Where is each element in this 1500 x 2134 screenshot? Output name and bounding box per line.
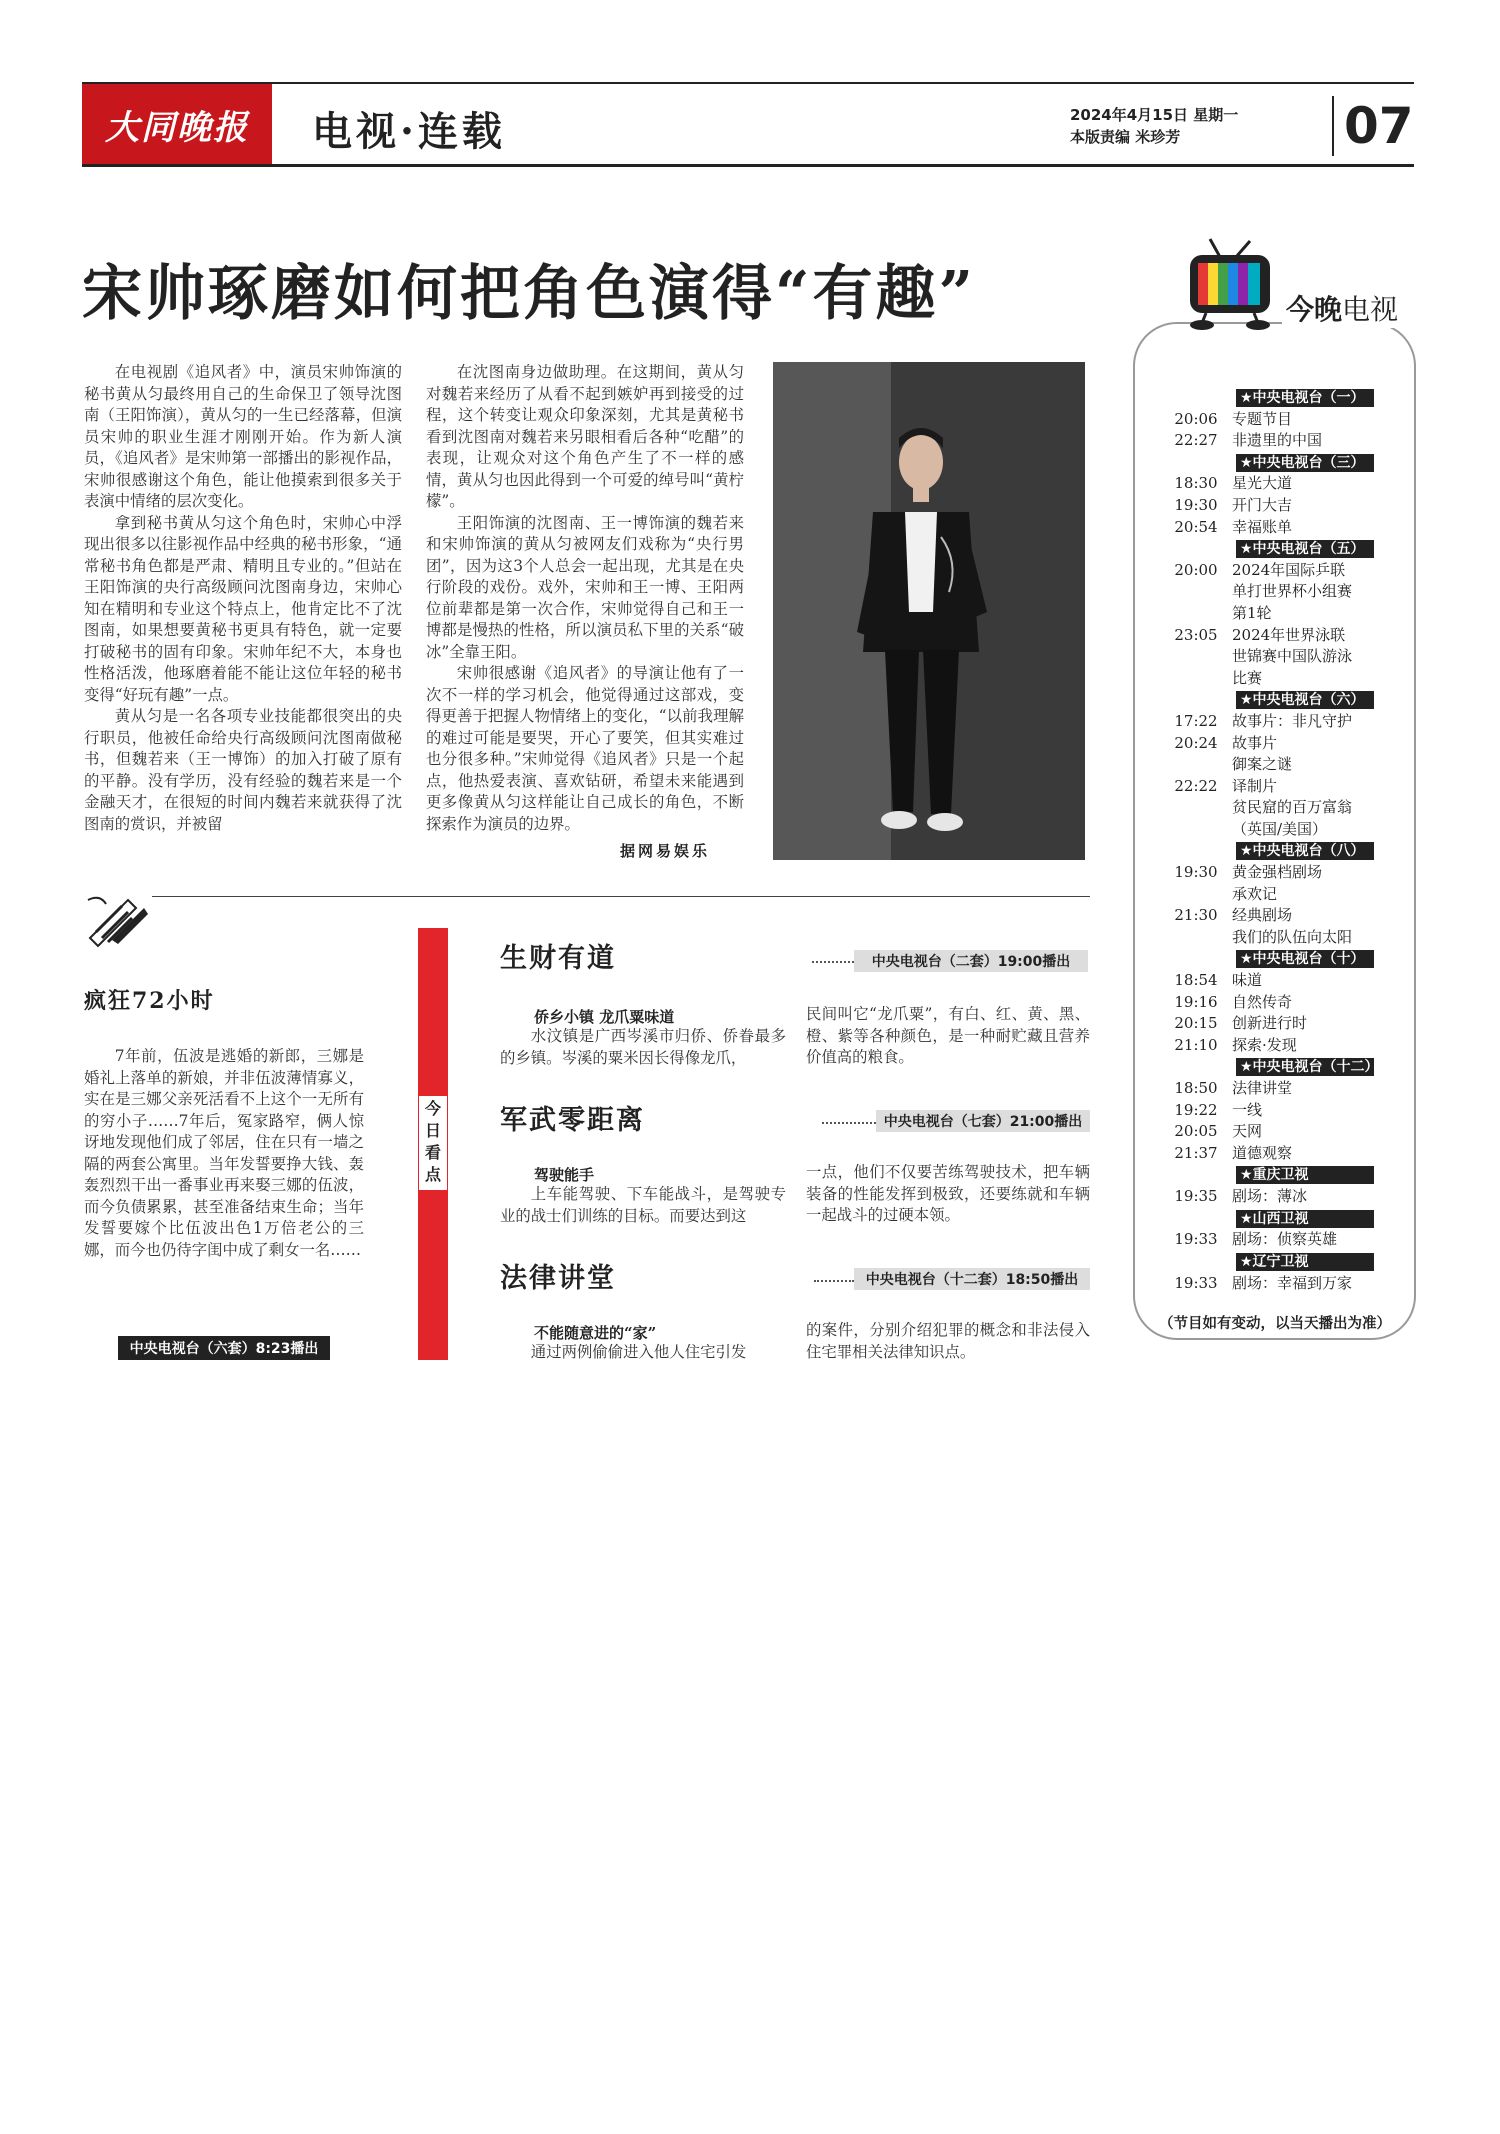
schedule-time: 18:30 — [1174, 474, 1218, 493]
schedule-row — [1160, 1273, 1400, 1295]
schedule-time: 20:00 — [1174, 560, 1218, 579]
schedule-time: 19:33 — [1174, 1273, 1218, 1292]
schedule-program-line: 探索·发现 — [1232, 1036, 1297, 1054]
schedule-row — [1160, 711, 1400, 733]
tonight-tv-title — [1282, 288, 1402, 328]
channel-header: ★中央电视台（五） — [1236, 540, 1374, 558]
schedule-row — [1160, 1078, 1400, 1100]
tonight-tv-title-bold: 今晚 — [1286, 293, 1343, 326]
schedule-program — [1232, 1229, 1337, 1251]
article-column-2 — [426, 362, 744, 835]
actor-figure-icon — [773, 362, 1085, 860]
schedule-time: 20:15 — [1174, 1014, 1218, 1033]
today-highlights-text: 今日看点 — [424, 1099, 441, 1184]
schedule-program — [1232, 1035, 1297, 1057]
schedule-row — [1160, 625, 1400, 690]
channel-header: ★中央电视台（六） — [1236, 691, 1374, 709]
channel-header: ★辽宁卫视 — [1236, 1253, 1374, 1271]
schedule-program-line: 译制片 — [1232, 776, 1278, 795]
schedule-program-line: 第1轮 — [1232, 603, 1272, 622]
schedule-time: 19:30 — [1174, 496, 1218, 514]
schedule-program — [1232, 495, 1292, 517]
schedule-program — [1232, 905, 1352, 948]
schedule-time: 20:24 — [1174, 733, 1218, 752]
schedule-row — [1160, 409, 1400, 431]
page-number: 07 — [1344, 97, 1414, 155]
schedule-program — [1232, 970, 1262, 992]
channel-header: ★重庆卫视 — [1236, 1166, 1374, 1184]
schedule-program-line: 剧场：侦察英雄 — [1232, 1230, 1338, 1249]
schedule-time: 19:33 — [1174, 1230, 1218, 1249]
schedule-row — [1160, 862, 1400, 905]
schedule-time: 17:22 — [1174, 712, 1218, 730]
schedule-program-line: 比赛 — [1232, 668, 1263, 687]
program-channel-badge: 中央电视台（十二套）18:50播出 — [854, 1268, 1090, 1290]
article-paragraph: 在电视剧《追风者》中，演员宋帅饰演的秘书黄从匀最终用自己的生命保卫了领导沈图南（王阳饰演），黄从匀的一生已经落幕，但演员宋帅的职业生涯才刚刚开始。作为新人演员，《追风者》是宋帅第一部播出的影视作品，宋帅很感谢这个角色，能让他摸索到很多关于表演中情绪的层次变化。 — [84, 363, 402, 510]
schedule-program-line: 道德观察 — [1232, 1144, 1293, 1162]
schedule-time: 20:54 — [1174, 517, 1218, 536]
channel-header: ★中央电视台（十） — [1236, 950, 1374, 968]
story-body — [84, 1046, 364, 1261]
program-leader-dots — [812, 961, 854, 963]
schedule-program-line: 天网 — [1232, 1122, 1263, 1141]
channel-header: ★中央电视台（一） — [1236, 389, 1374, 407]
article-byline: 据网易娱乐 — [620, 842, 711, 860]
page-editor: 本版责编 米珍芳 — [1070, 128, 1181, 146]
section-title: 电视·连载 — [312, 108, 506, 155]
program-leader-dots — [822, 1122, 876, 1124]
schedule-time: 19:35 — [1174, 1187, 1218, 1206]
schedule-program-line: 创新进行时 — [1232, 1014, 1308, 1033]
schedule-program — [1232, 1121, 1262, 1143]
program-leader-dots — [814, 1280, 854, 1282]
schedule-program — [1232, 430, 1322, 452]
masthead-top-rule — [82, 82, 1414, 84]
story-channel-badge: 中央电视台（六套）8:23播出 — [118, 1336, 330, 1360]
section-divider — [82, 896, 1090, 897]
schedule-row — [1160, 992, 1400, 1014]
schedule-program — [1232, 517, 1292, 539]
schedule-program — [1232, 409, 1292, 431]
schedule-time: 21:10 — [1174, 1036, 1218, 1054]
schedule-program — [1232, 711, 1352, 733]
channel-header: ★中央电视台（三） — [1236, 454, 1374, 472]
channel-header: ★中央电视台（八） — [1236, 842, 1374, 860]
film-clapper-icon — [82, 888, 152, 948]
article-paragraph: 拿到秘书黄从匀这个角色时，宋帅心中浮现出很多以往影视作品中经典的秘书形象，“通常秘书角色都是严肃、精明且专业的。”但站在王阳饰演的央行高级顾问沈图南身边，宋帅心知在精明和专业这个特点上，他肯定比不了沈图南，如果想要黄秘书更具有特色，就一定要打破秘书的固有印象。宋帅年纪不大，本身也性格活泼，他琢磨着能不能让这位年轻的秘书变得“好玩有趣”一点。 — [84, 513, 402, 704]
schedule-program — [1232, 862, 1322, 905]
page-number-divider — [1332, 96, 1334, 156]
schedule-program-line: 单打世界杯小组赛 — [1232, 582, 1353, 601]
program-subtitle: 不能随意进的“家” — [534, 1324, 657, 1342]
program-text: 民间叫它“龙爪粟”，有白、红、黄、黑、橙、紫等各种颜色，是一种耐贮藏且营养价值高的粮食。 — [806, 1005, 1090, 1066]
article-paragraph: 黄从匀是一名各项专业技能都很突出的央行职员，他被任命给央行高级顾问沈图南做秘书，但魏若来（王一博饰）的加入打破了原有的平静。没有学历，没有经验的魏若来是一个金融天才，在很短的时间内魏若来就获得了沈图南的赏识，并被留 — [84, 707, 402, 833]
schedule-time: 20:06 — [1174, 409, 1218, 428]
schedule-row — [1160, 430, 1400, 452]
program-text: 一点，他们不仅要苦练驾驶技术，把车辆装备的性能发挥到极致，还要练就和车辆一起战斗的过硬本领。 — [806, 1163, 1090, 1224]
schedule-program-line: 故事片：非凡守护 — [1232, 712, 1353, 730]
article-paragraph: 王阳饰演的沈图南、王一博饰演的魏若来和宋帅饰演的黄从匀被网友们戏称为“央行男团”，因为这3个人总会一起出现，尤其是在央行阶段的戏份。戏外，宋帅和王一博、王阳两位前辈都是第一次合作，宋帅觉得自己和王一博都是慢热的性格，所以演员私下里的关系“破冰”全靠王阳。 — [426, 513, 744, 661]
schedule-row — [1160, 560, 1400, 625]
schedule-row — [1160, 1013, 1400, 1035]
schedule-program — [1232, 473, 1292, 495]
schedule-program-line: 黄金强档剧场 — [1232, 863, 1323, 882]
schedule-program-line: 贫民窟的百万富翁 — [1232, 798, 1353, 817]
today-highlights-label — [419, 1096, 447, 1190]
schedule-program-line: 味道 — [1232, 971, 1263, 990]
schedule-program — [1232, 1078, 1292, 1100]
program-text: 上车能驾驶、下车能战斗，是驾驶专业的战士们训练的目标。而要达到这 — [500, 1185, 786, 1225]
newspaper-logo: 大同晚报 — [82, 84, 272, 164]
schedule-time: 19:16 — [1174, 992, 1218, 1011]
schedule-program — [1232, 776, 1352, 841]
schedule-program-line: 一线 — [1232, 1100, 1263, 1119]
schedule-row — [1160, 1035, 1400, 1057]
schedule-program-line: 2024年国际乒联 — [1232, 560, 1346, 579]
schedule-time: 18:50 — [1174, 1079, 1218, 1098]
schedule-program — [1232, 1273, 1352, 1295]
schedule-program-line: 剧场：幸福到万家 — [1232, 1273, 1353, 1292]
schedule-program — [1232, 560, 1352, 625]
schedule-row — [1160, 905, 1400, 948]
schedule-program-line: 承欢记 — [1232, 884, 1278, 903]
schedule-program-line: 世锦赛中国队游泳 — [1232, 647, 1353, 666]
program-text: 的案件，分别介绍犯罪的概念和非法侵入住宅罪相关法律知识点。 — [806, 1321, 1090, 1361]
schedule-program-line: 开门大吉 — [1232, 496, 1293, 514]
schedule-time: 22:22 — [1174, 776, 1218, 795]
schedule-program-line: 我们的队伍向太阳 — [1232, 927, 1353, 946]
schedule-program-line: 星光大道 — [1232, 474, 1293, 493]
article-headline: 宋帅琢磨如何把角色演得“有趣” — [82, 259, 977, 329]
schedule-row — [1160, 733, 1400, 776]
channel-header: ★中央电视台（十二） — [1236, 1058, 1374, 1076]
program-subtitle: 驾驶能手 — [534, 1166, 595, 1184]
schedule-row — [1160, 1229, 1400, 1251]
schedule-program-line: 2024年世界泳联 — [1232, 625, 1346, 644]
schedule-program-line: 幸福账单 — [1232, 517, 1293, 536]
schedule-row — [1160, 1143, 1400, 1165]
schedule-program — [1232, 733, 1292, 776]
schedule-program — [1232, 1013, 1307, 1035]
schedule-time: 19:22 — [1174, 1100, 1218, 1119]
article-paragraph: 宋帅很感谢《追风者》的导演让他有了一次不一样的学习机会，他觉得通过这部戏，变得更善于把握人物情绪上的变化，“以前我理解的难过可能是要哭，开心了要笑，但其实难过也分很多种。”宋帅觉得《追风者》只是一个起点，他热爱表演、喜欢钻研，希望未来能遇到更多像黄从匀这样能让自己成长的角色，不断探索作为演员的边界。 — [426, 664, 744, 833]
story-title: 疯狂72小时 — [84, 988, 215, 1014]
schedule-row — [1160, 1186, 1400, 1208]
program-title: 生财有道 — [500, 943, 616, 974]
schedule-program — [1232, 1186, 1307, 1208]
schedule-row — [1160, 1121, 1400, 1143]
masthead-bottom-rule — [82, 164, 1414, 167]
schedule-program — [1232, 1100, 1262, 1122]
schedule-program-line: （英国/美国） — [1232, 819, 1328, 838]
schedule-row — [1160, 517, 1400, 539]
schedule-row — [1160, 1100, 1400, 1122]
schedule-time: 21:37 — [1174, 1144, 1218, 1162]
program-title: 法律讲堂 — [500, 1263, 616, 1294]
channel-header: ★山西卫视 — [1236, 1210, 1374, 1228]
schedule-program — [1232, 992, 1292, 1014]
schedule-time: 23:05 — [1174, 625, 1218, 644]
tonight-tv-title-light: 电视 — [1342, 293, 1399, 326]
program-channel-badge: 中央电视台（七套）21:00播出 — [876, 1110, 1090, 1132]
schedule-row — [1160, 495, 1400, 517]
issue-date: 2024年4月15日 星期一 — [1070, 106, 1239, 124]
schedule-note: （节目如有变动，以当天播出为准） — [1159, 1315, 1391, 1332]
schedule-program-line: 非遗里的中国 — [1232, 431, 1323, 450]
schedule-row — [1160, 473, 1400, 495]
schedule-program-line: 专题节目 — [1232, 409, 1293, 428]
schedule-program-line: 法律讲堂 — [1232, 1079, 1293, 1098]
schedule-program — [1232, 1143, 1292, 1165]
schedule-time: 20:05 — [1174, 1122, 1218, 1141]
schedule-program-line: 剧场：薄冰 — [1232, 1187, 1308, 1206]
schedule-program-line: 御案之谜 — [1232, 755, 1293, 774]
program-channel-badge: 中央电视台（二套）19:00播出 — [854, 950, 1088, 972]
schedule-row — [1160, 970, 1400, 992]
schedule-time: 22:27 — [1174, 431, 1218, 450]
schedule-program-line: 故事片 — [1232, 733, 1278, 752]
program-subtitle: 侨乡小镇 龙爪粟味道 — [534, 1008, 675, 1026]
program-title: 军武零距离 — [500, 1105, 645, 1136]
schedule-program — [1232, 625, 1352, 690]
schedule-time: 18:54 — [1174, 971, 1218, 990]
schedule-row — [1160, 776, 1400, 841]
schedule-time: 19:30 — [1174, 863, 1218, 882]
schedule-program-line: 自然传奇 — [1232, 992, 1293, 1011]
article-paragraph: 在沈图南身边做助理。在这期间，黄从匀对魏若来经历了从看不起到嫉妒再到接受的过程，这个转变让观众印象深刻，尤其是黄秘书看到沈图南对魏若来另眼相看后各种“吃醋”的表现，让观众对这个角色产生了不一样的感情，黄从匀也因此得到一个可爱的绰号叫“黄柠檬”。 — [426, 363, 744, 510]
story-paragraph: 7年前，伍波是逃婚的新郎，三娜是婚礼上落单的新娘，并非伍波薄情寡义，实在是三娜父亲死活看不上这个一无所有的穷小子……7年后，冤家路窄，俩人惊讶地发现他们成了邻居，住在只有一墙之隔的两套公寓里。当年发誓要挣大钱、轰轰烈烈干出一番事业再来娶三娜的伍波，而今负债累累，甚至准备结束生命；当年发誓要嫁个比伍波出色1万倍老公的三娜，而今也仍待字闺中成了剩女一名…… — [84, 1047, 364, 1259]
article-column-1 — [84, 362, 402, 835]
television-icon — [1180, 235, 1280, 335]
schedule-program-line: 经典剧场 — [1232, 906, 1293, 925]
program-text: 通过两例偷偷进入他人住宅引发 — [530, 1343, 747, 1361]
actor-photo — [773, 362, 1085, 860]
schedule-time: 21:30 — [1174, 906, 1218, 925]
program-text: 水汶镇是广西岑溪市归侨、侨眷最多的乡镇。岑溪的粟米因长得像龙爪， — [500, 1027, 786, 1067]
